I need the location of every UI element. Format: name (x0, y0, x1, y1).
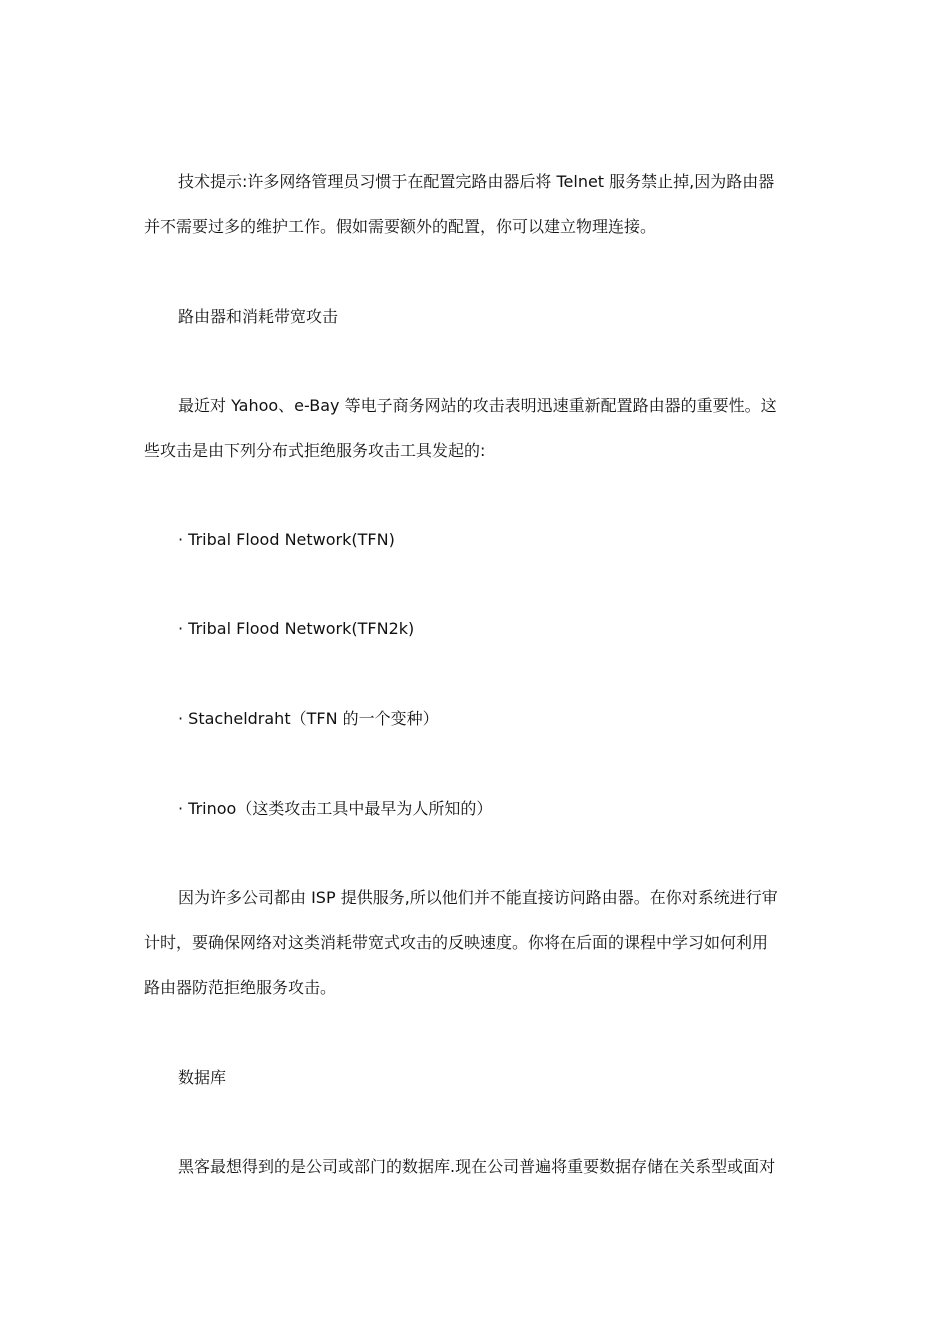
tool-list-item-tfn2k: · Tribal Flood Network(TFN2k) (178, 619, 415, 638)
isp-paragraph-line-3: 路由器防范拒绝服务攻击。 (144, 978, 337, 997)
isp-paragraph-line-1: 因为许多公司都由 ISP 提供服务,所以他们并不能直接访问路由器。在你对系统进行审 (178, 888, 778, 907)
database-paragraph-line-1: 黑客最想得到的是公司或部门的数据库.现在公司普遍将重要数据存储在关系型或面对 (178, 1157, 776, 1176)
tool-list-item-stacheldraht: · Stacheldraht（TFN 的一个变种） (178, 709, 439, 728)
tip-paragraph-line-2: 并不需要过多的维护工作。假如需要额外的配置，你可以建立物理连接。 (144, 217, 657, 236)
router-bandwidth-heading: 路由器和消耗带宽攻击 (178, 307, 339, 326)
tip-paragraph-line-1: 技术提示:许多网络管理员习惯于在配置完路由器后将 Telnet 服务禁止掉,因为路由器 (178, 172, 775, 191)
isp-paragraph-line-2: 计时，要确保网络对这类消耗带宽式攻击的反映速度。你将在后面的课程中学习如何利用 (144, 933, 769, 952)
tool-list-item-trinoo: · Trinoo（这类攻击工具中最早为人所知的） (178, 799, 493, 818)
database-heading: 数据库 (178, 1068, 227, 1087)
attack-paragraph-line-1: 最近对 Yahoo、e-Bay 等电子商务网站的攻击表明迅速重新配置路由器的重要性。这 (178, 396, 777, 415)
tool-list-item-tfn: · Tribal Flood Network(TFN) (178, 530, 395, 549)
attack-paragraph-line-2: 些攻击是由下列分布式拒绝服务攻击工具发起的: (144, 441, 486, 460)
